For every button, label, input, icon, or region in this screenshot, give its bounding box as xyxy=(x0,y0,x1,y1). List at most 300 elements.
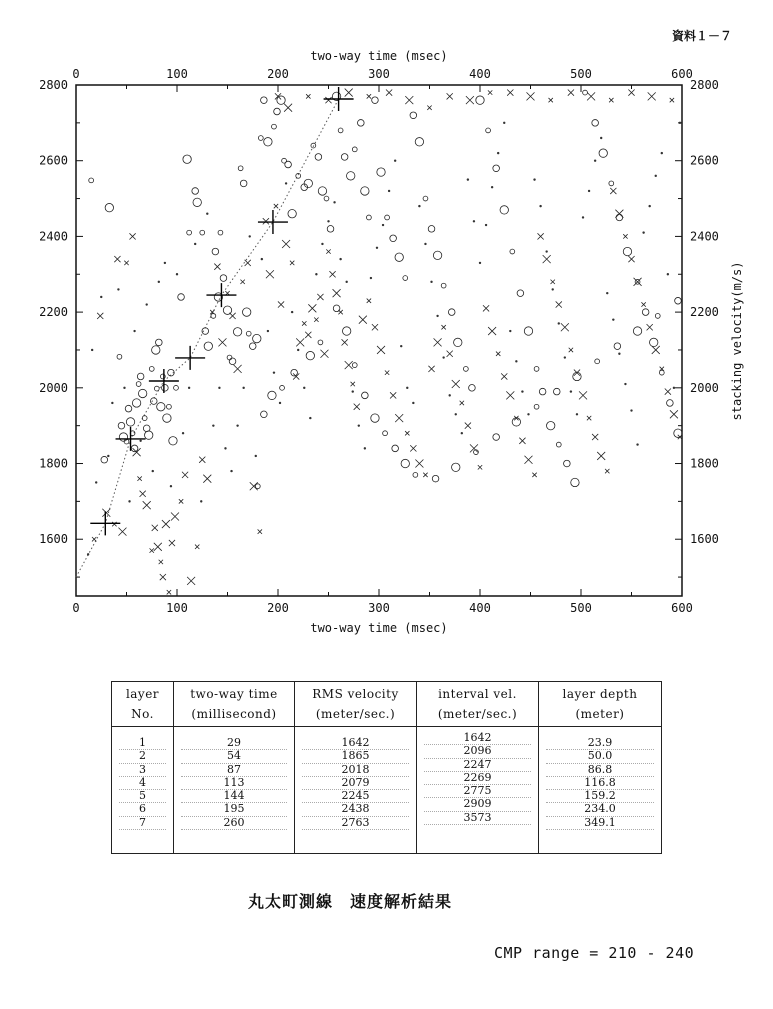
semblance-dot-point xyxy=(406,387,408,389)
semblance-cross-point xyxy=(427,106,431,110)
semblance-circle-point xyxy=(238,166,243,171)
semblance-dot-point xyxy=(570,390,572,392)
layer-cell: 1 xyxy=(119,737,166,750)
interval-cell: 2096 xyxy=(424,745,531,758)
y-tick-label-left: 2600 xyxy=(39,153,68,168)
semblance-dot-point xyxy=(261,258,263,260)
semblance-circle-point xyxy=(571,478,579,486)
semblance-circle-point xyxy=(486,128,491,133)
y-tick-label-right: 2600 xyxy=(690,153,719,168)
semblance-dot-point xyxy=(491,186,493,188)
semblance-circle-point xyxy=(192,188,199,195)
semblance-dot-point xyxy=(473,220,475,222)
semblance-circle-point xyxy=(392,445,399,452)
semblance-dot-point xyxy=(552,288,554,290)
rms-column xyxy=(295,727,417,854)
semblance-cross-point xyxy=(290,261,294,265)
time-cell: 195 xyxy=(181,803,287,816)
page-title: 丸太町測線 速度解析結果 xyxy=(248,892,453,911)
semblance-cross-point xyxy=(488,90,492,94)
semblance-circle-point xyxy=(595,359,600,364)
semblance-cross-point xyxy=(143,501,151,509)
depth-cell: 50.0 xyxy=(546,750,654,763)
semblance-cross-point xyxy=(302,321,306,325)
depth-cell: 234.0 xyxy=(546,803,654,816)
interval-cell: 2909 xyxy=(424,798,531,811)
semblance-dot-point xyxy=(352,390,354,392)
y-tick-label-right: 2400 xyxy=(690,229,719,244)
header-rms-line2: (meter/sec.) xyxy=(315,707,396,721)
semblance-circle-point xyxy=(547,421,555,429)
semblance-dot-point xyxy=(224,447,226,449)
y-tick-label-right: 2200 xyxy=(690,305,719,320)
semblance-cross-point xyxy=(92,537,96,541)
semblance-dot-point xyxy=(527,413,529,415)
semblance-dot-point xyxy=(333,201,335,203)
semblance-dot-point xyxy=(576,413,578,415)
layer-column xyxy=(112,727,174,854)
semblance-circle-point xyxy=(556,442,561,447)
semblance-cross-point xyxy=(561,323,569,331)
velocity-results-table xyxy=(111,681,662,854)
depth-cell: 86.8 xyxy=(546,764,654,777)
header-time-line2: (millisecond) xyxy=(191,707,277,721)
semblance-circle-point xyxy=(324,196,329,201)
semblance-dot-point xyxy=(218,387,220,389)
semblance-circle-point xyxy=(410,112,417,119)
semblance-cross-point xyxy=(524,456,532,464)
semblance-circle-point xyxy=(358,120,365,127)
semblance-cross-point xyxy=(609,98,613,102)
semblance-cross-point xyxy=(551,280,555,284)
semblance-cross-point xyxy=(447,351,453,357)
semblance-circle-point xyxy=(469,385,476,392)
semblance-cross-point xyxy=(628,256,634,262)
semblance-cross-point xyxy=(320,350,328,358)
semblance-circle-point xyxy=(288,209,296,217)
x-tick-label-bottom: 500 xyxy=(570,601,592,615)
header-interval-line1: interval vel. xyxy=(438,687,517,701)
semblance-dot-point xyxy=(255,455,257,457)
semblance-cross-point xyxy=(129,233,135,239)
semblance-dot-point xyxy=(521,390,523,392)
semblance-circle-point xyxy=(347,172,355,180)
header-layer-line1: layer xyxy=(125,687,160,701)
semblance-dot-point xyxy=(249,235,251,237)
x-tick-label-bottom: 200 xyxy=(267,601,289,615)
semblance-cross-point xyxy=(367,299,371,303)
depth-cell: 116.8 xyxy=(546,777,654,790)
semblance-circle-point xyxy=(105,203,113,211)
semblance-dot-point xyxy=(95,481,97,483)
time-cell: 260 xyxy=(181,817,287,830)
semblance-circle-point xyxy=(304,179,312,187)
semblance-circle-point xyxy=(371,414,379,422)
semblance-cross-point xyxy=(167,590,171,594)
semblance-cross-point xyxy=(447,93,453,99)
semblance-circle-point xyxy=(493,165,500,172)
semblance-dot-point xyxy=(418,205,420,207)
semblance-dot-point xyxy=(376,247,378,249)
semblance-circle-point xyxy=(667,400,674,407)
semblance-circle-point xyxy=(403,276,408,281)
x-tick-label-bottom: 300 xyxy=(368,601,390,615)
semblance-cross-point xyxy=(367,94,371,98)
interval-cell: 2775 xyxy=(424,785,531,798)
header-time xyxy=(174,682,295,727)
semblance-cross-point xyxy=(203,475,211,483)
depth-column xyxy=(539,727,662,854)
semblance-cross-point xyxy=(162,520,170,528)
semblance-dot-point xyxy=(358,424,360,426)
interval-cell: 2269 xyxy=(424,772,531,785)
semblance-dot-point xyxy=(412,402,414,404)
x-tick-label-bottom: 0 xyxy=(72,601,80,615)
semblance-dot-point xyxy=(107,455,109,457)
semblance-circle-point xyxy=(592,120,599,127)
table-header-row xyxy=(112,682,662,727)
semblance-circle-point xyxy=(534,366,539,371)
semblance-cross-point xyxy=(460,401,464,405)
semblance-dot-point xyxy=(588,190,590,192)
semblance-cross-point xyxy=(274,204,278,208)
semblance-circle-point xyxy=(261,411,268,418)
semblance-circle-point xyxy=(223,306,231,314)
semblance-circle-point xyxy=(306,351,314,359)
semblance-circle-point xyxy=(119,433,127,441)
layer-cell: 3 xyxy=(119,764,166,777)
semblance-cross-point xyxy=(410,445,416,451)
semblance-circle-point xyxy=(338,128,343,133)
semblance-cross-point xyxy=(171,513,179,521)
semblance-circle-point xyxy=(117,354,122,359)
semblance-circle-point xyxy=(154,386,159,391)
semblance-dot-point xyxy=(321,243,323,245)
layer-cell: 7 xyxy=(119,817,166,830)
semblance-cross-point xyxy=(579,391,587,399)
x-tick-label-bottom: 600 xyxy=(671,601,693,615)
interval-cell: 1642 xyxy=(424,732,531,745)
semblance-dot-point xyxy=(430,281,432,283)
semblance-circle-point xyxy=(272,124,277,129)
semblance-circle-point xyxy=(178,294,185,301)
semblance-dot-point xyxy=(455,413,457,415)
semblance-cross-point xyxy=(345,89,353,97)
semblance-cross-point xyxy=(395,414,403,422)
semblance-cross-point xyxy=(258,529,262,533)
y-tick-label-left: 2200 xyxy=(39,305,68,320)
semblance-dot-point xyxy=(230,470,232,472)
header-depth-line2: (meter) xyxy=(575,707,625,721)
semblance-circle-point xyxy=(261,97,268,104)
semblance-circle-point xyxy=(204,342,212,350)
semblance-dot-point xyxy=(655,175,657,177)
semblance-circle-point xyxy=(573,372,581,380)
semblance-circle-point xyxy=(512,418,520,426)
semblance-cross-point xyxy=(488,327,496,335)
semblance-dot-point xyxy=(461,432,463,434)
y-tick-label-right: 2000 xyxy=(690,380,719,395)
semblance-cross-point xyxy=(152,525,158,531)
semblance-circle-point xyxy=(187,230,192,235)
semblance-circle-point xyxy=(315,154,322,161)
velocity-pick-cross xyxy=(324,87,354,111)
semblance-dot-point xyxy=(479,262,481,264)
semblance-cross-point xyxy=(405,96,413,104)
semblance-cross-point xyxy=(351,382,355,386)
plot-frame xyxy=(76,85,682,596)
semblance-dot-point xyxy=(315,273,317,275)
semblance-cross-point xyxy=(250,482,258,490)
velocity-pick-cross xyxy=(175,346,205,370)
semblance-dot-point xyxy=(152,470,154,472)
semblance-cross-point xyxy=(305,332,311,338)
semblance-cross-point xyxy=(338,310,342,314)
semblance-circle-point xyxy=(156,339,163,346)
cmp-range-label: CMP range = 210 - 240 xyxy=(494,944,695,962)
header-time-line1: two-way time xyxy=(190,687,278,701)
semblance-cross-point xyxy=(568,89,574,95)
semblance-circle-point xyxy=(162,385,169,392)
header-interval xyxy=(417,682,539,727)
semblance-cross-point xyxy=(405,431,409,435)
semblance-dot-point xyxy=(117,288,119,290)
semblance-circle-point xyxy=(136,382,141,387)
semblance-cross-point xyxy=(345,361,353,369)
semblance-circle-point xyxy=(599,149,607,157)
semblance-dot-point xyxy=(267,330,269,332)
x-tick-label-top: 500 xyxy=(570,67,592,81)
semblance-dot-point xyxy=(339,258,341,260)
x-tick-label-top: 300 xyxy=(368,67,390,81)
semblance-circle-point xyxy=(448,309,455,316)
semblance-dot-point xyxy=(364,447,366,449)
semblance-dot-point xyxy=(273,371,275,373)
layer-cell: 6 xyxy=(119,803,166,816)
semblance-dot-point xyxy=(394,160,396,162)
semblance-circle-point xyxy=(240,180,247,187)
interval-column xyxy=(417,727,539,854)
semblance-circle-point xyxy=(277,96,285,104)
semblance-dot-point xyxy=(424,243,426,245)
semblance-dot-point xyxy=(642,231,644,233)
semblance-dot-point xyxy=(515,360,517,362)
semblance-dot-point xyxy=(467,178,469,180)
semblance-cross-point xyxy=(597,452,605,460)
semblance-cross-point xyxy=(118,528,126,536)
semblance-cross-point xyxy=(549,98,553,102)
semblance-dot-point xyxy=(206,212,208,214)
semblance-cross-point xyxy=(543,255,551,263)
semblance-dot-point xyxy=(100,296,102,298)
x-axis-label-top: two-way time (msec) xyxy=(310,49,448,63)
semblance-dot-point xyxy=(170,485,172,487)
semblance-dot-point xyxy=(128,500,130,502)
semblance-circle-point xyxy=(101,456,108,463)
semblance-circle-point xyxy=(193,198,201,206)
time-cell: 87 xyxy=(181,764,287,777)
semblance-circle-point xyxy=(517,290,524,297)
semblance-circle-point xyxy=(242,308,250,316)
semblance-dot-point xyxy=(648,205,650,207)
semblance-circle-point xyxy=(524,327,532,335)
semblance-cross-point xyxy=(154,543,162,551)
semblance-dot-point xyxy=(297,349,299,351)
semblance-circle-point xyxy=(152,346,160,354)
semblance-dot-point xyxy=(87,553,89,555)
semblance-circle-point xyxy=(341,154,348,161)
semblance-circle-point xyxy=(655,313,660,318)
layer-cell: 5 xyxy=(119,790,166,803)
semblance-dot-point xyxy=(533,178,535,180)
semblance-dot-point xyxy=(539,205,541,207)
rms-cell: 2018 xyxy=(302,764,409,777)
semblance-cross-point xyxy=(615,210,623,218)
semblance-cross-point xyxy=(466,96,474,104)
semblance-circle-point xyxy=(463,366,468,371)
semblance-cross-point xyxy=(610,188,616,194)
semblance-cross-point xyxy=(648,92,656,100)
semblance-cross-point xyxy=(160,574,166,580)
semblance-circle-point xyxy=(274,108,281,115)
semblance-circle-point xyxy=(327,226,334,233)
semblance-dot-point xyxy=(382,224,384,226)
semblance-dot-point xyxy=(400,345,402,347)
semblance-dot-point xyxy=(485,224,487,226)
semblance-circle-point xyxy=(413,472,418,477)
semblance-cross-point xyxy=(199,457,205,463)
semblance-dot-point xyxy=(176,273,178,275)
picked-velocity-line xyxy=(76,99,339,577)
semblance-cross-point xyxy=(506,391,514,399)
velocity-pick-cross xyxy=(206,283,236,307)
semblance-circle-point xyxy=(367,215,372,220)
semblance-circle-point xyxy=(125,405,132,412)
semblance-cross-point xyxy=(359,316,367,324)
semblance-dot-point xyxy=(606,292,608,294)
semblance-circle-point xyxy=(138,389,146,397)
semblance-dot-point xyxy=(291,311,293,313)
semblance-cross-point xyxy=(390,392,396,398)
semblance-circle-point xyxy=(145,431,153,439)
semblance-circle-point xyxy=(452,463,460,471)
semblance-cross-point xyxy=(628,89,634,95)
semblance-dot-point xyxy=(564,356,566,358)
semblance-cross-point xyxy=(112,522,116,526)
semblance-cross-point xyxy=(587,416,591,420)
semblance-cross-point xyxy=(670,98,674,102)
depth-cell: 23.9 xyxy=(546,737,654,750)
header-depth xyxy=(539,682,662,727)
semblance-dot-point xyxy=(612,318,614,320)
y-axis-label-right: stacking velocity(m/s) xyxy=(730,261,744,421)
header-layer xyxy=(112,682,174,727)
semblance-cross-point xyxy=(423,473,427,477)
semblance-cross-point xyxy=(556,301,562,307)
semblance-circle-point xyxy=(441,283,446,288)
interval-cell: 2247 xyxy=(424,759,531,772)
semblance-dot-point xyxy=(679,122,681,124)
semblance-circle-point xyxy=(614,343,621,350)
x-tick-label-top: 600 xyxy=(671,67,693,81)
header-rms xyxy=(295,682,417,727)
time-cell: 29 xyxy=(181,737,287,750)
semblance-cross-point xyxy=(532,473,536,477)
table-data-row xyxy=(112,727,662,854)
semblance-circle-point xyxy=(212,248,219,255)
semblance-dot-point xyxy=(285,182,287,184)
semblance-dot-point xyxy=(582,216,584,218)
semblance-dot-point xyxy=(503,122,505,124)
semblance-dot-point xyxy=(303,387,305,389)
header-layer-line2: No. xyxy=(131,707,154,721)
semblance-cross-point xyxy=(333,289,341,297)
y-tick-label-right: 2800 xyxy=(690,78,719,92)
semblance-circle-point xyxy=(229,358,236,365)
semblance-cross-point xyxy=(519,438,525,444)
semblance-cross-point xyxy=(386,89,392,95)
semblance-cross-point xyxy=(507,89,513,95)
semblance-cross-point xyxy=(670,410,678,418)
semblance-cross-point xyxy=(329,271,335,277)
semblance-dot-point xyxy=(91,349,93,351)
semblance-cross-point xyxy=(218,338,226,346)
semblance-dot-point xyxy=(442,356,444,358)
semblance-cross-point xyxy=(124,261,128,265)
header-rms-line1: RMS velocity xyxy=(312,687,399,701)
semblance-dot-point xyxy=(146,303,148,305)
rms-cell: 2245 xyxy=(302,790,409,803)
velocity-pick-cross xyxy=(90,511,120,535)
semblance-circle-point xyxy=(583,90,588,95)
semblance-cross-point xyxy=(483,305,489,311)
semblance-circle-point xyxy=(264,138,272,146)
semblance-circle-point xyxy=(385,215,390,220)
semblance-circle-point xyxy=(428,226,435,233)
semblance-circle-point xyxy=(142,416,147,421)
semblance-circle-point xyxy=(500,206,508,214)
semblance-cross-point xyxy=(325,97,331,103)
semblance-dot-point xyxy=(436,315,438,317)
semblance-cross-point xyxy=(137,476,141,480)
semblance-cross-point xyxy=(538,233,544,239)
depth-cell: 349.1 xyxy=(546,817,654,830)
semblance-cross-point xyxy=(428,366,434,372)
semblance-dot-point xyxy=(497,152,499,154)
y-tick-label-left: 1600 xyxy=(39,532,68,547)
semblance-dot-point xyxy=(236,424,238,426)
semblance-circle-point xyxy=(280,385,285,390)
header-interval-line2: (meter/sec.) xyxy=(437,707,518,721)
document-reference: 資料１－７ xyxy=(672,29,733,43)
semblance-cross-point xyxy=(434,338,442,346)
semblance-cross-point xyxy=(306,94,310,98)
semblance-circle-point xyxy=(390,235,397,242)
semblance-cross-point xyxy=(240,280,244,284)
semblance-dot-point xyxy=(212,424,214,426)
semblance-cross-point xyxy=(647,324,653,330)
semblance-circle-point xyxy=(362,392,369,399)
semblance-dot-point xyxy=(139,440,141,442)
semblance-cross-point xyxy=(592,434,598,440)
semblance-circle-point xyxy=(118,422,125,429)
semblance-cross-point xyxy=(229,313,235,319)
semblance-cross-point xyxy=(278,301,284,307)
semblance-cross-point xyxy=(179,499,183,503)
semblance-dot-point xyxy=(661,152,663,154)
semblance-circle-point xyxy=(163,414,171,422)
semblance-dot-point xyxy=(182,432,184,434)
